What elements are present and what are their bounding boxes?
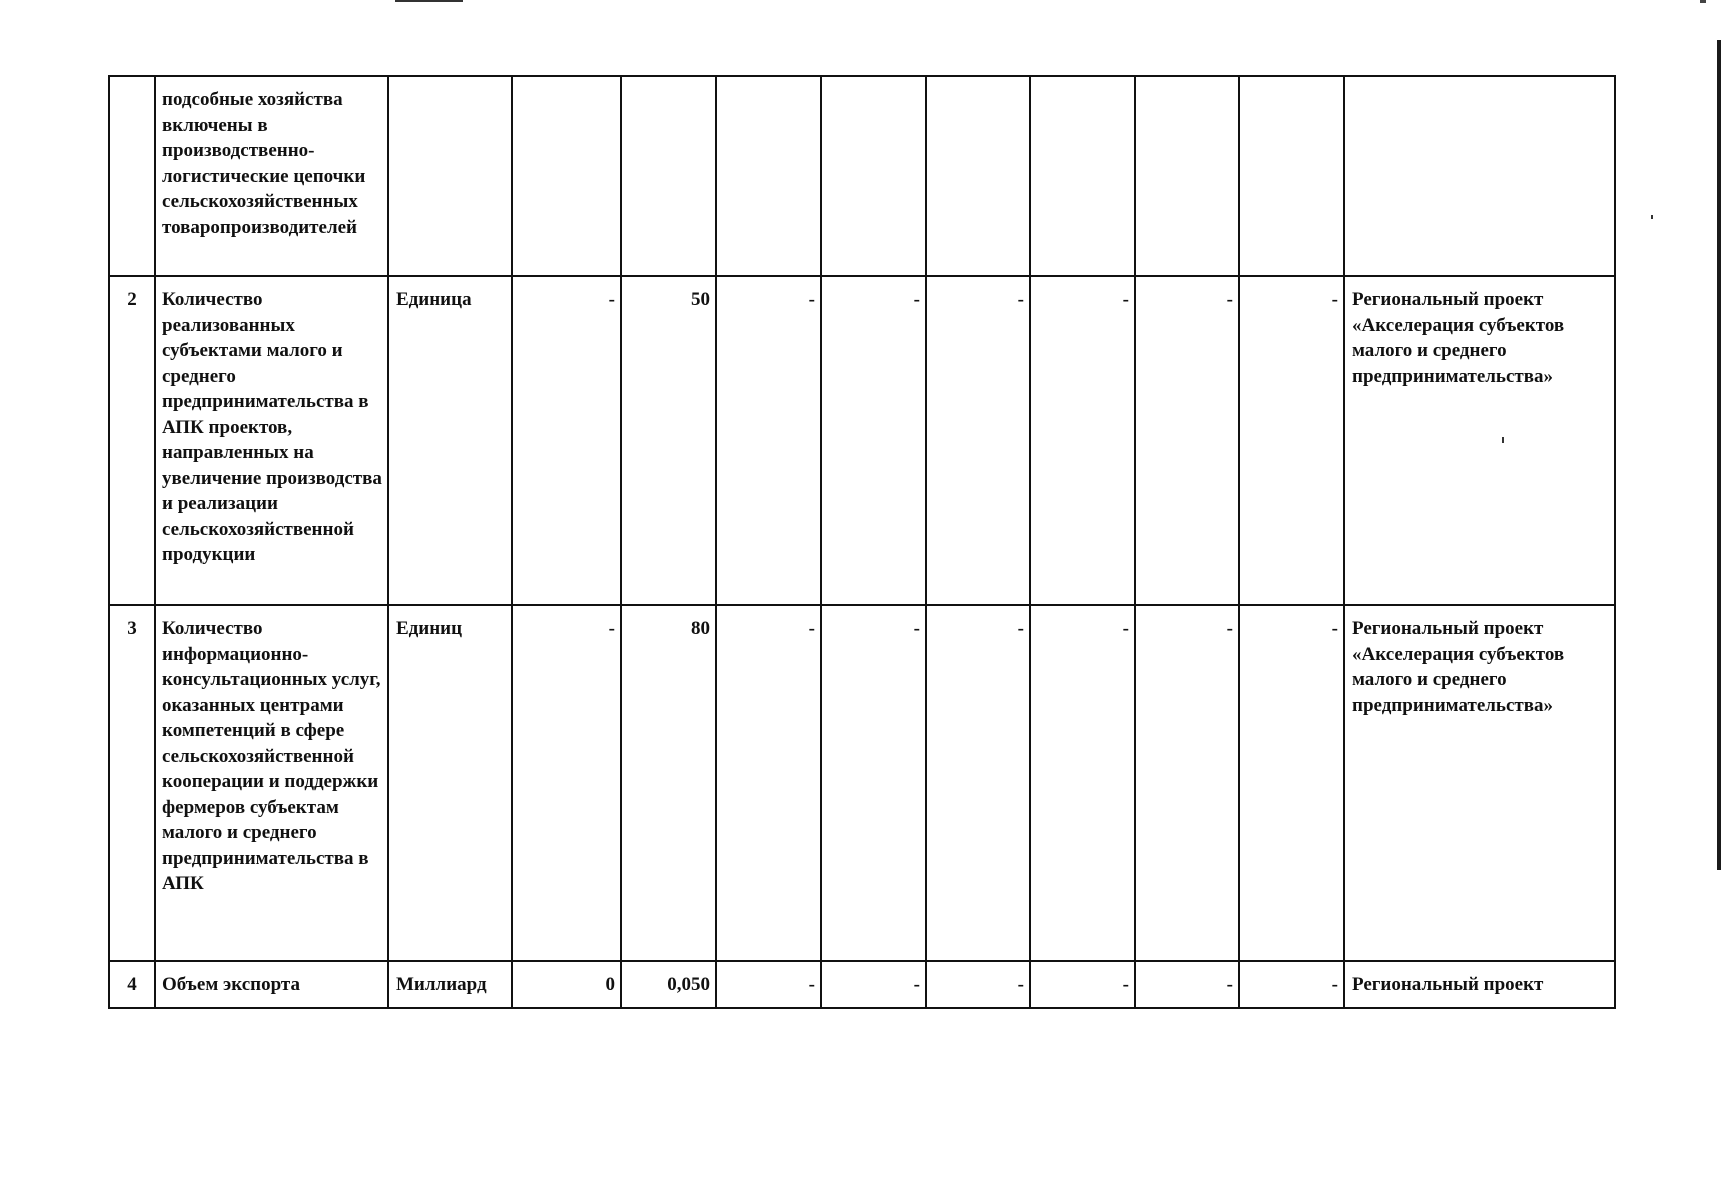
row-number-cell [109, 76, 155, 276]
indicator-name: Количество реализованных субъектами малого и среднего предпринимательства в АПК проектов, направленных на увеличение производства и реализации сельскохозяйственной продукции [162, 289, 382, 565]
value-cell [1030, 76, 1135, 276]
value-text: - [913, 618, 920, 639]
indicator-name-cell [155, 76, 388, 276]
value-text: - [808, 289, 815, 310]
value-text: - [808, 618, 815, 639]
source-cell [1344, 605, 1615, 961]
value-text: - [913, 289, 920, 310]
unit-label: Миллиард [396, 974, 487, 995]
scan-speck [1651, 215, 1653, 219]
value-cell [621, 605, 716, 961]
scan-page-edge [1717, 40, 1721, 870]
source-cell [1344, 276, 1615, 605]
indicator-name-cell [155, 961, 388, 1008]
value-text: - [608, 289, 615, 310]
value-text [1136, 77, 1238, 93]
indicator-name: Объем экспорта [162, 974, 300, 995]
value-cell [821, 961, 926, 1008]
unit-cell [388, 605, 512, 961]
indicator-name: Количество информационно-консультационных услуг, оказанных центрами компетенций в сфере сельскохозяйственной кооперации и поддержки фермеров субъектам малого и среднего предпринимательства в АПК [162, 618, 381, 894]
row-number-cell [109, 605, 155, 961]
table-row [109, 605, 1615, 961]
value-cell [926, 76, 1030, 276]
value-text: - [1017, 618, 1024, 639]
value-text: - [1122, 289, 1129, 310]
source-text: Региональный проект «Акселерация субъектов малого и среднего предпринимательства» [1352, 618, 1565, 716]
value-text: - [1017, 974, 1024, 995]
value-text: 0,050 [667, 974, 710, 995]
value-cell [1239, 276, 1344, 605]
value-cell [1030, 276, 1135, 605]
value-cell [821, 605, 926, 961]
value-cell [512, 276, 621, 605]
value-cell [621, 76, 716, 276]
source-text: Региональный проект [1352, 974, 1544, 995]
indicator-name-cell [155, 605, 388, 961]
value-cell [821, 76, 926, 276]
value-cell [1135, 961, 1239, 1008]
value-text [622, 77, 715, 93]
table-row [109, 276, 1615, 605]
row-number [110, 77, 154, 93]
value-cell [1030, 605, 1135, 961]
unit-label: Единица [396, 289, 472, 310]
source-text [1345, 77, 1614, 93]
table-row [109, 961, 1615, 1008]
value-cell [621, 276, 716, 605]
value-text [717, 77, 820, 93]
value-text: - [1226, 974, 1233, 995]
source-cell [1344, 961, 1615, 1008]
value-text: - [1122, 974, 1129, 995]
value-text [822, 77, 925, 93]
table-row [109, 76, 1615, 276]
value-cell [1030, 961, 1135, 1008]
value-text [927, 77, 1029, 93]
value-text: 0 [605, 974, 615, 995]
row-number: 4 [127, 974, 137, 995]
row-number: 3 [127, 618, 137, 639]
value-cell [1135, 605, 1239, 961]
value-cell [716, 605, 821, 961]
value-cell [926, 276, 1030, 605]
scan-corner-mark [1700, 0, 1706, 3]
value-cell [926, 961, 1030, 1008]
value-cell [926, 605, 1030, 961]
value-cell [1135, 76, 1239, 276]
value-cell [716, 961, 821, 1008]
value-text: - [1331, 618, 1338, 639]
value-text: - [1226, 618, 1233, 639]
unit-label [389, 77, 511, 93]
value-text: - [1331, 289, 1338, 310]
value-cell [512, 76, 621, 276]
value-text: 80 [691, 618, 710, 639]
value-cell [512, 961, 621, 1008]
value-text: - [913, 974, 920, 995]
value-cell [716, 276, 821, 605]
value-text: - [1331, 974, 1338, 995]
row-number-cell [109, 276, 155, 605]
value-text: - [608, 618, 615, 639]
value-text: - [1017, 289, 1024, 310]
value-text: - [1226, 289, 1233, 310]
value-cell [1239, 605, 1344, 961]
value-text [513, 77, 620, 93]
unit-cell [388, 76, 512, 276]
indicators-table [108, 75, 1616, 1009]
value-cell [1135, 276, 1239, 605]
indicator-name: подсобные хозяйства включены в производственно-логистические цепочки сельскохозяйственных товаропроизводителей [162, 89, 366, 238]
value-text [1031, 77, 1134, 93]
source-cell [1344, 76, 1615, 276]
value-cell [1239, 961, 1344, 1008]
source-text: Региональный проект «Акселерация субъектов малого и среднего предпринимательства» [1352, 289, 1565, 387]
value-text [1240, 77, 1343, 93]
indicator-name-cell [155, 276, 388, 605]
page-top-rule [395, 0, 463, 2]
unit-label: Единиц [396, 618, 463, 639]
unit-cell [388, 961, 512, 1008]
value-cell [716, 76, 821, 276]
value-text: 50 [691, 289, 710, 310]
row-number: 2 [127, 289, 137, 310]
row-number-cell [109, 961, 155, 1008]
value-text: - [1122, 618, 1129, 639]
value-cell [621, 961, 716, 1008]
value-cell [1239, 76, 1344, 276]
value-text: - [808, 974, 815, 995]
value-cell [821, 276, 926, 605]
value-cell [512, 605, 621, 961]
unit-cell [388, 276, 512, 605]
